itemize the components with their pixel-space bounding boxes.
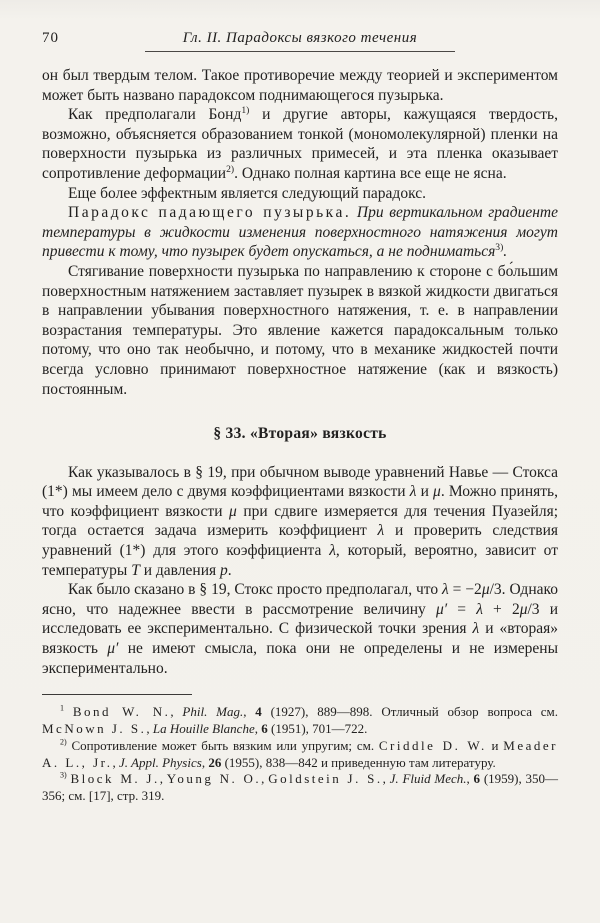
text-segment: и давления xyxy=(139,561,220,579)
text-segment: , xyxy=(159,771,167,787)
paragraph xyxy=(42,66,558,105)
text-segment: p xyxy=(220,561,228,579)
text-segment: . Можно принять, что коэффициент вязкости xyxy=(42,483,558,520)
text-segment: (1959), 350—356; см. [17], стр. 319. xyxy=(42,771,559,804)
footnote-separator xyxy=(42,694,192,695)
text-segment: . Однако полная картина все еще не ясна. xyxy=(234,164,507,182)
footnote-marker: 2) xyxy=(226,163,235,175)
paragraph xyxy=(42,105,558,183)
page-body xyxy=(42,66,558,678)
text-segment: Bond W. N. xyxy=(72,704,171,720)
running-head xyxy=(42,30,558,47)
text-segment: Block M. J. xyxy=(70,771,160,787)
text-segment: при сдвиге измеряется для течения Пуазейля; тогда остается задача измерить коэффициент xyxy=(42,502,558,540)
text-segment: Стягивание поверхности пузырька по направлению к стороне с бо́льшим поверхностным натяжением заставляет пузырек в вязкой жидкости двигаться в направлении убывания поверхностного натяжения, т. е. в направлении возрастания температуры. Это явление кажется парадоксальным только потому, что оно так необычно, и потому, что в механике жидкостей почти всегда условно принимают поверхностное натяжение (как и вязкость) постоянным. xyxy=(42,262,558,398)
text-segment: Meader A. L., Jr. xyxy=(42,737,558,770)
text-segment: , который, вероятно, зависит от температуры xyxy=(42,542,558,579)
text-segment: McNown J. S. xyxy=(42,721,147,737)
footnote xyxy=(42,771,558,805)
text-segment: , xyxy=(466,771,474,787)
text-segment: /3 и исследовать ее экспериментально. С физической точки зрения xyxy=(42,600,558,638)
text-segment: и xyxy=(486,737,504,753)
text-segment: μ′ xyxy=(435,600,448,618)
text-segment: λ xyxy=(442,581,449,599)
text-segment: μ xyxy=(433,483,441,501)
text-segment: Phil. Mag. xyxy=(182,704,244,720)
text-segment: T xyxy=(131,561,140,579)
section-heading: § 33. «Вторая» вязкость xyxy=(213,425,387,443)
text-segment: и «вторая» вязкость xyxy=(42,620,559,658)
text-segment: Young N. O. xyxy=(166,771,262,787)
text-segment: и xyxy=(416,483,434,501)
text-segment: = xyxy=(447,600,477,618)
footnote-marker: 2) xyxy=(60,737,67,747)
text-segment: (1951), 701—722. xyxy=(267,721,368,737)
text-segment: 6 xyxy=(473,771,481,787)
text-segment: λ xyxy=(409,483,417,501)
text-segment: , xyxy=(201,754,209,770)
text-segment: , xyxy=(112,754,119,770)
text-segment: J. Fluid Mech. xyxy=(389,771,467,787)
text-segment: и другие авторы, кажущаяся твердость, возможно, объясняется образованием тонкой (мономолекулярной) пленки на поверхности пузырька из различных примесей, и эта пленка оказывает сопротивление деформации xyxy=(42,106,558,182)
text-segment: Criddle D. W. xyxy=(378,737,487,753)
footnotes xyxy=(42,704,558,805)
footnote-marker: 3) xyxy=(495,242,504,254)
text-segment: (1927), 889—898. Отличный обзор вопроса см. xyxy=(261,704,559,720)
text-segment: Парадокс падающего пузырька. xyxy=(68,204,352,222)
text-segment: 26 xyxy=(208,754,222,770)
paragraph xyxy=(42,203,558,262)
text-segment: , xyxy=(382,771,390,787)
text-segment: , xyxy=(254,721,262,737)
text-segment: La Houille Blanche xyxy=(152,721,255,737)
text-segment: , xyxy=(170,704,183,720)
text-segment: J. Appl. Physics xyxy=(119,754,202,770)
text-segment: Goldstein J. S. xyxy=(268,771,383,787)
text-segment: , xyxy=(146,721,153,737)
text-segment: . xyxy=(227,561,232,579)
header-rule xyxy=(145,51,455,52)
page-number: 70 xyxy=(42,30,59,46)
text-segment: 4 xyxy=(255,704,262,720)
text-segment: Сопротивление может быть вязким или упругим; см. xyxy=(66,737,379,753)
text-segment: и проверить следствия уравнений (1*) для этого коэффициента xyxy=(42,522,558,560)
text-segment: Как предполагали Бонд xyxy=(68,106,242,124)
text-segment: Еще более эффектным является следующий парадокс. xyxy=(68,184,426,202)
text-segment: , xyxy=(243,704,256,720)
text-segment: μ′ xyxy=(107,640,119,658)
text-segment: μ xyxy=(481,581,490,599)
footnote-marker: 3) xyxy=(60,771,67,781)
text-segment: λ xyxy=(377,522,385,540)
footnote-marker: 1 xyxy=(60,703,65,713)
text-segment: он был твердым телом. Такое противоречие между теорией и экспериментом может быть названо парадоксом поднимающегося пузырька. xyxy=(42,67,558,104)
text-segment xyxy=(64,704,73,719)
paragraph xyxy=(42,184,558,204)
footnote xyxy=(42,704,558,738)
paragraph xyxy=(42,463,558,581)
text-segment: Как указывалось в § 19, при обычном выводе уравнений Навье — Стокса (1*) мы имеем дело с двумя коэффициентами вязкости xyxy=(42,463,558,501)
text-segment: μ xyxy=(229,502,237,520)
paragraph xyxy=(42,580,558,678)
text-segment: μ xyxy=(519,600,528,618)
text-segment: не имеют смысла, пока они не определены и не измерены экспериментально. xyxy=(42,640,558,677)
text-segment: , xyxy=(261,771,269,787)
text-segment: Как было сказано в § 19, Стокс просто предполагал, что xyxy=(68,581,443,599)
footnote-marker: 1) xyxy=(241,105,250,117)
text-segment: 6 xyxy=(261,721,268,737)
text-segment: λ xyxy=(329,542,336,560)
running-header-title: Гл. II. Парадоксы вязкого течения xyxy=(182,30,418,46)
text-segment: . xyxy=(503,243,508,261)
text-segment: /3. Однако ясно, что надежнее ввести в рассмотрение величину xyxy=(42,581,558,618)
text-segment: (1955), 838—842 и приведенную там литературу. xyxy=(221,754,496,770)
text-segment: При вертикальном градиенте температуры в жидкости изменения поверхностного натяжения могут привести к тому, что пузырек будет опускаться, а не подниматься xyxy=(42,204,559,261)
paragraph xyxy=(42,262,558,399)
text-segment: λ xyxy=(472,620,480,638)
text-segment: + 2 xyxy=(482,600,520,618)
footnote xyxy=(42,738,558,772)
text-segment: λ xyxy=(476,600,483,618)
text-segment: = −2 xyxy=(448,581,482,599)
